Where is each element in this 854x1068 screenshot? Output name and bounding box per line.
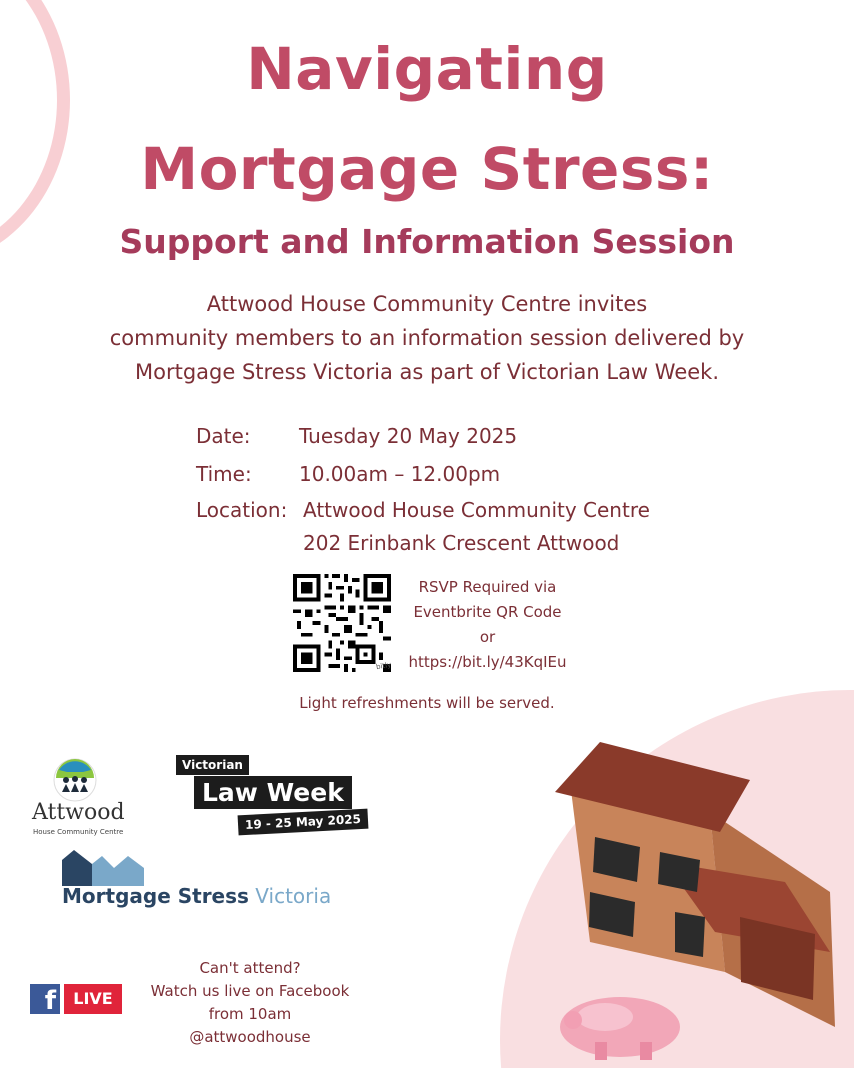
rsvp-block: [400, 575, 575, 675]
facebook-handle[interactable]: @attwoodhouse: [189, 1028, 311, 1046]
law-week-top-label: Victorian: [176, 755, 249, 775]
livestream-line-2: Watch us live on Facebook: [150, 982, 350, 1000]
intro-line-3: Mortgage Stress Victoria as part of Victorian Law Week.: [134, 360, 719, 384]
rsvp-line-1: RSVP Required via: [418, 578, 557, 596]
qr-code[interactable]: [292, 574, 392, 672]
livestream-line-3: from 10am: [208, 1005, 292, 1023]
law-week-dates: 19 - 25 May 2025: [238, 809, 369, 836]
date-label: Date:: [196, 424, 251, 448]
location-line-2: 202 Erinbank Crescent Attwood: [303, 531, 620, 555]
location-label: Location:: [196, 498, 288, 522]
attwood-logo-icon: [53, 758, 97, 802]
title-line-1: Navigating: [246, 35, 608, 103]
rsvp-line-2: Eventbrite QR Code: [413, 603, 562, 621]
time-value: 10.00am – 12.00pm: [299, 462, 501, 486]
facebook-icon[interactable]: f: [30, 984, 60, 1014]
attwood-wordmark: Attwood: [32, 800, 125, 825]
livestream-info: [150, 957, 350, 1049]
title-line-2: Mortgage Stress:: [140, 135, 714, 203]
intro-line-1: Attwood House Community Centre invites: [206, 292, 648, 316]
house-on-piggy-bank-illustration: [545, 742, 835, 1062]
subtitle: Support and Information Session: [119, 222, 735, 261]
qr-caption: bitly: [375, 660, 392, 672]
ms-wordmark-light: Victoria: [255, 884, 332, 908]
time-label: Time:: [196, 462, 252, 486]
location-line-1: Attwood House Community Centre: [303, 498, 650, 522]
law-week-main-label: Law Week: [194, 776, 352, 809]
mortgage-stress-victoria-wordmark: [62, 884, 331, 908]
mortgage-stress-mountains-icon: [62, 848, 162, 886]
rsvp-link[interactable]: https://bit.ly/43KqIEu: [408, 653, 567, 671]
refreshments-note: Light refreshments will be served.: [299, 694, 555, 712]
live-badge: LIVE: [64, 984, 122, 1014]
intro-paragraph: [0, 287, 854, 389]
date-value: Tuesday 20 May 2025: [299, 424, 518, 448]
intro-line-2: community members to an information session delivered by: [109, 326, 745, 350]
attwood-subtitle: House Community Centre: [33, 828, 124, 836]
ms-wordmark-bold: Mortgage Stress: [62, 884, 249, 908]
rsvp-line-3: or: [479, 628, 496, 646]
livestream-line-1: Can't attend?: [199, 959, 301, 977]
